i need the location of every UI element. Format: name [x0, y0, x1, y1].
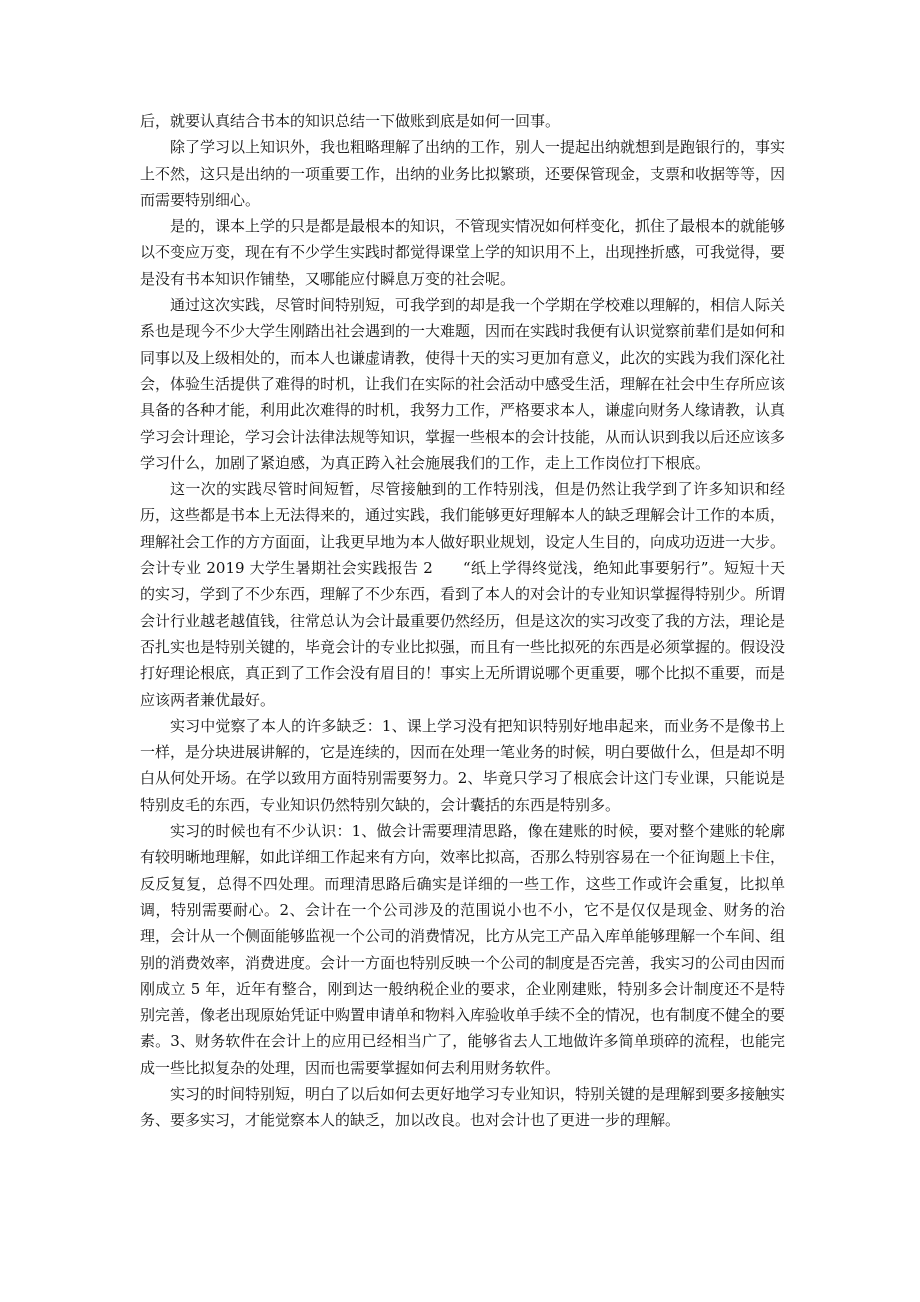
- report-opening: “纸上学得终觉浅，绝知此事要躬行”。短短十天的实习，学到了不少东西，理解了不少东西，看到了本人的对会计的专业知识掌握得特别少。所谓会计行业越老越值钱，往常总认为会计最重要仍然经历，但是这次的实习改变了我的方法，理论是否扎实也是特别关键的，毕竟会计的专业比拟强，而且有一些比拟死的东西是必须掌握的。假设没打好理论根底，真正到了工作会没有眉目的！事实上无所谓说哪个更重要，哪个比拟不重要，而是应该两者兼优最好。: [140, 559, 786, 709]
- paragraph-summary: 这一次的实践尽管时间短暂，尽管接触到的工作特别浅，但是仍然让我学到了许多知识和经历，这些都是书本上无法得来的，通过实践，我们能够更好理解本人的缺乏理解会计工作的本质，理解社会工作的方方面面，让我更早地为本人做好职业规划，设定人生目的，向成功迈进一大步。: [140, 480, 786, 551]
- paragraph-practice: 通过这次实践，尽管时间特别短，可我学到的却是我一个学期在学校难以理解的，相信人际关系也是现今不少大学生刚踏出社会遇到的一大难题，因而在实践时我便有认识觉察前辈们是如何和同事以及上级相处的，而本人也谦虚请教，使得十天的实习更加有意义，此次的实践为我们深化社会，体验生活提供了难得的时机，让我们在实际的社会活动中感受生活，理解在社会中生存所应该具备的各种才能，利用此次难得的时机，我努力工作，严格要求本人，谦虚向财务人缘请教，认真学习会计理论，学习会计法律法规等知识，掌握一些根本的会计技能，从而认识到我以后还应该多学习什么，加剧了紧迫感，为真正跨入社会施展我们的工作，走上工作岗位打下根底。: [140, 296, 786, 472]
- paragraph-continuation: 后，就要认真结合书本的知识总结一下做账到底是如何一回事。: [140, 112, 561, 130]
- report-section: [140, 555, 785, 713]
- report-title: 会计专业 2019 大学生暑期社会实践报告 2: [140, 559, 433, 578]
- paragraph-cashier: 除了学习以上知识外，我也粗略理解了出纳的工作，别人一提起出纳就想到是跑银行的，事实上不然，这只是出纳的一项重要工作，出纳的业务比拟繁琐，还要保管现金，支票和收据等等，因而需要特别细心。: [140, 138, 786, 209]
- paragraph-conclusion: 实习的时间特别短，明白了以后如何去更好地学习专业知识，特别关键的是理解到要多接触实务、要多实习，才能觉察本人的缺乏，加以改良。也对会计也了更进一步的理解。: [140, 1084, 786, 1130]
- paragraph-textbook: 是的，课本上学的只是都是最根本的知识，不管现实情况如何样变化，抓住了最根本的就能够以不变应万变，现在有不少学生实践时都觉得课堂上学的知识用不上，出现挫折感，可我觉得，要是没有书本知识作铺垫，又哪能应付瞬息万变的社会呢。: [140, 217, 786, 288]
- paragraph-insights: 实习的时候也有不少认识：1、做会计需要理清思路，像在建账的时候，要对整个建账的轮廓有较明晰地理解，如此详细工作起来有方向，效率比拟高，否那么特别容易在一个征询题上卡住，反反复复，总得不四处理。而理清思路后确实是详细的一些工作，这些工作或许会重复，比拟单调，特别需要耐心。2、会计在一个公司涉及的范围说小也不小，它不是仅仅是现金、财务的治理，会计从一个侧面能够监视一个公司的消费情况，比方从完工产品入库单能够理解一个车间、组别的消费效率，消费进度。会计一方面也特别反映一个公司的制度是否完善，我实习的公司由因而刚成立 5 年，近年有整合，刚到达一般纳税企业的要求，企业刚建账，特别多会计制度还不是特别完善，像老出现原始凭证中购置申请单和物料入库验收单手续不全的情况，也有制度不健全的要素。3、财务软件在会计上的应用已经相当广了，能够省去人工地做许多简单琐碎的流程，也能完成一些比拟复杂的处理，因而也需要掌握如何去利用财务软件。: [140, 822, 786, 1077]
- paragraph-shortcomings: 实习中觉察了本人的许多缺乏：1、课上学习没有把知识特别好地串起来，而业务不是像书上一样，是分块进展讲解的，它是连续的，因而在处理一笔业务的时候，明白要做什么，但是却不明白从何处开场。在学以致用方面特别需要努力。2、毕竟只学习了根底会计这门专业课，只能说是特别皮毛的东西，专业知识仍然特别欠缺的，会计囊括的东西是特别多。: [140, 716, 786, 814]
- document-body: [140, 108, 785, 1134]
